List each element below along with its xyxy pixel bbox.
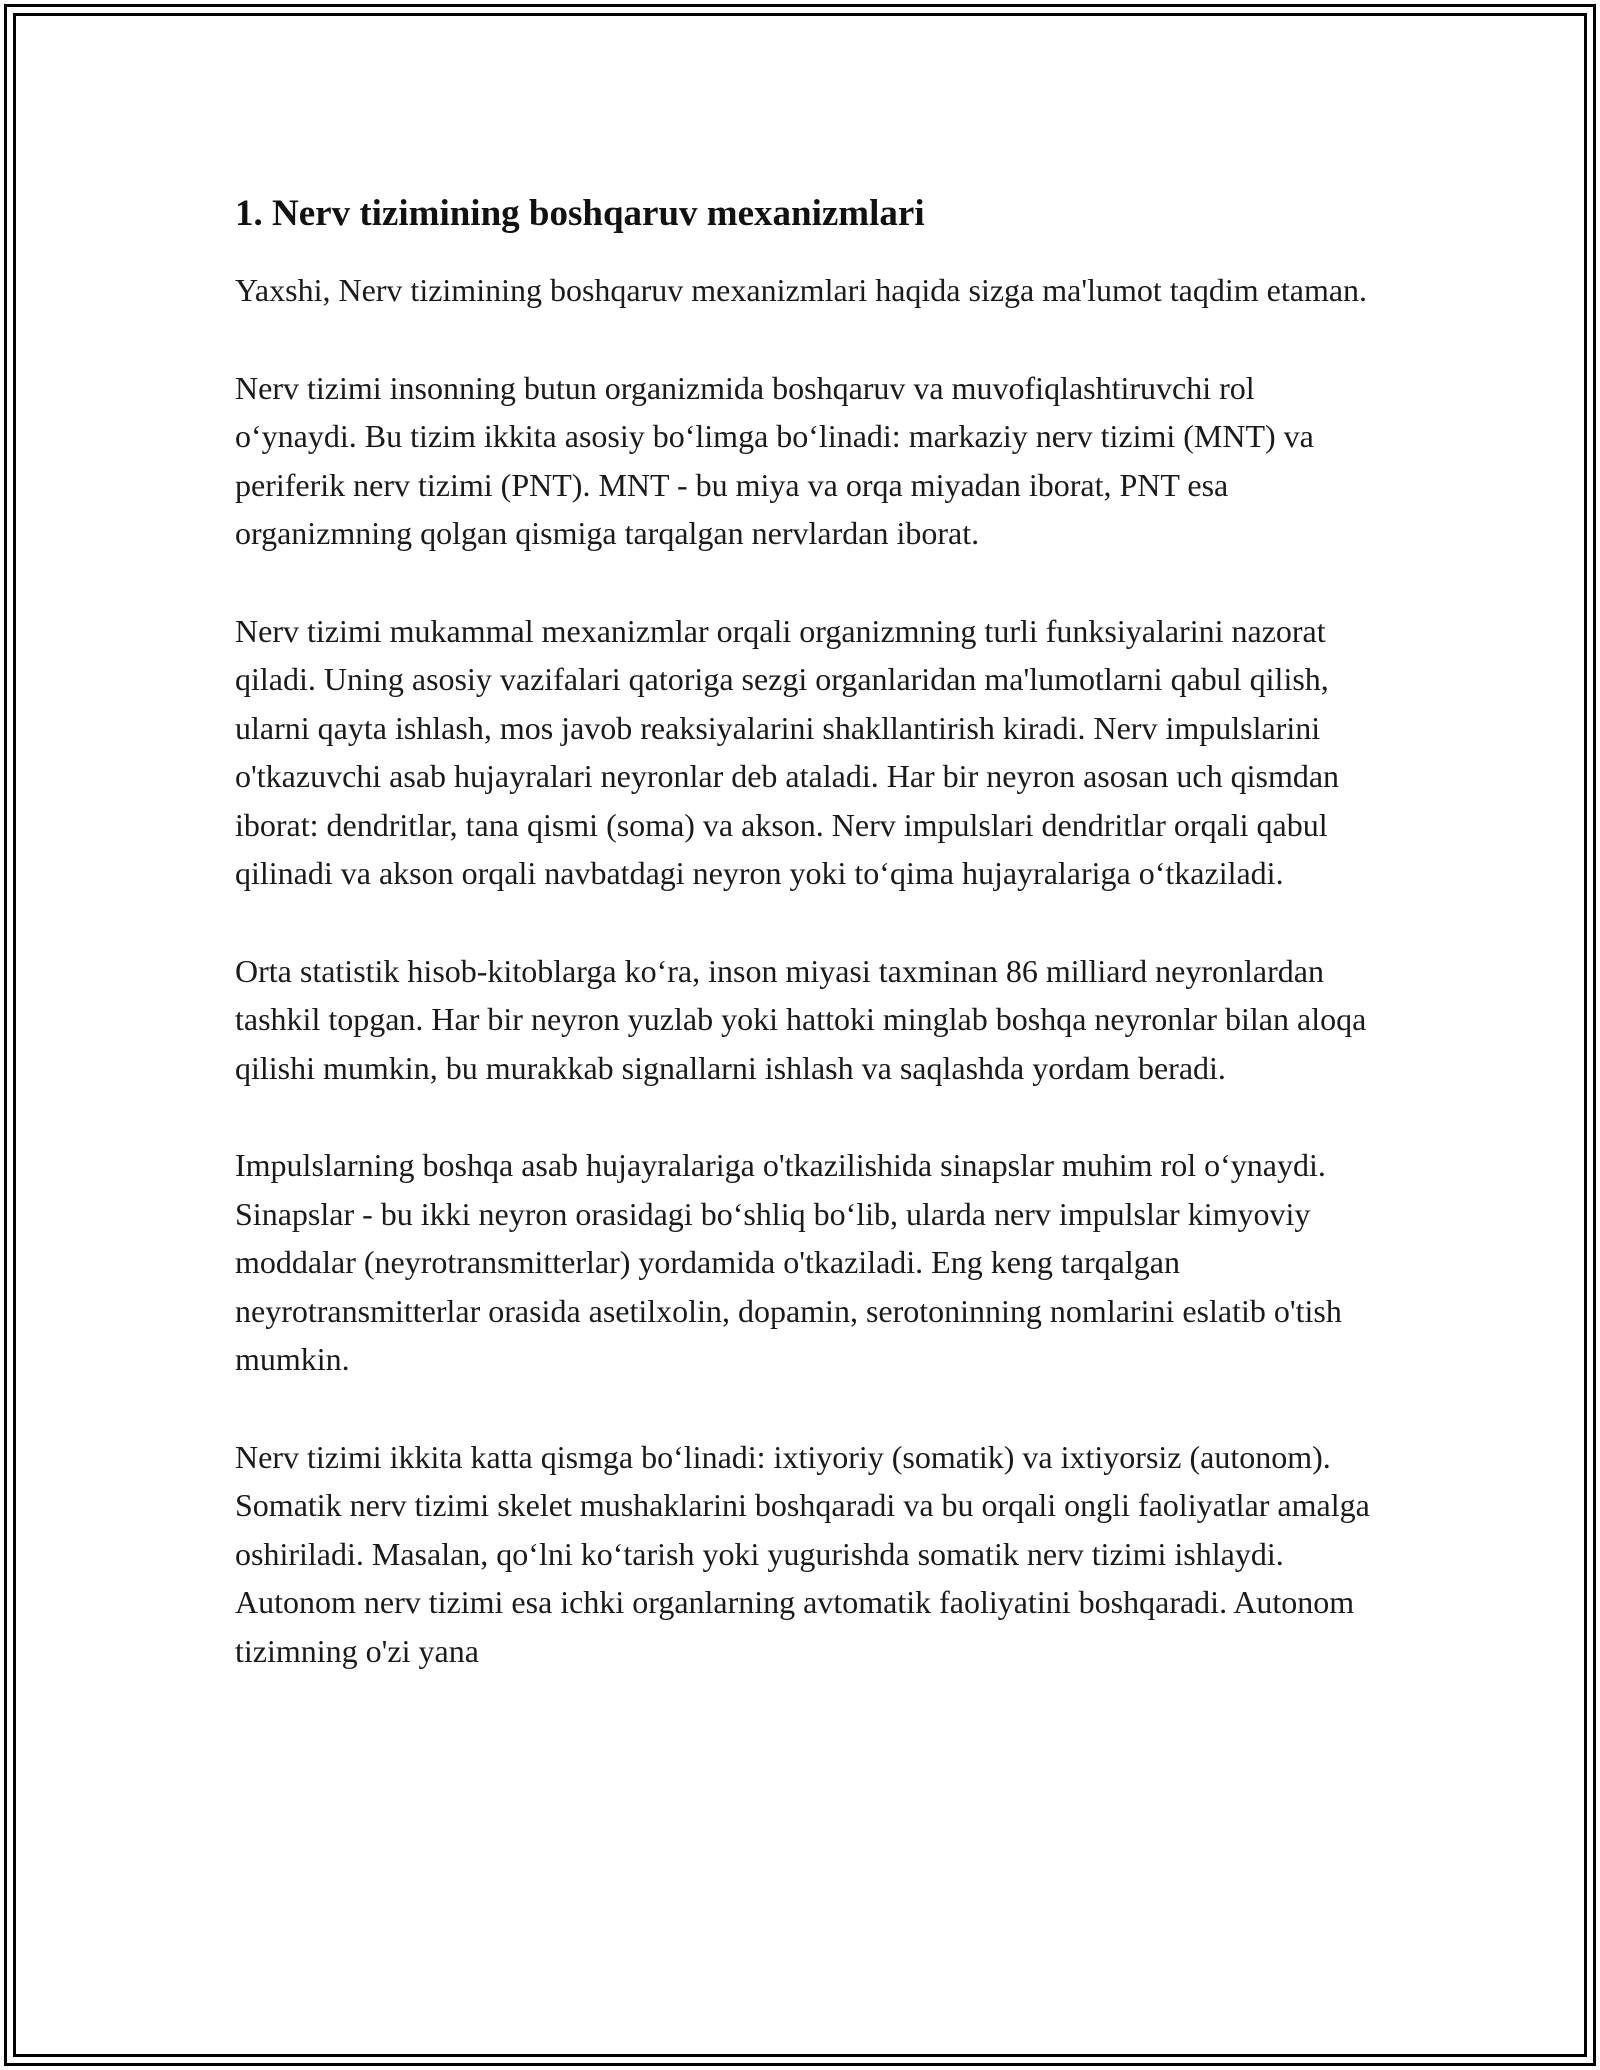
document-body: [235, 186, 1370, 1724]
paragraph-neuron-statistics: Orta statistik hisob-kitoblarga ko‘ra, inson miyasi taxminan 86 milliard neyronlardan tashkil topgan. Har bir neyron yuzlab yoki hattoki minglab boshqa neyronlar bilan aloqa qilishi mumkin, bu murakkab signallarni ishlash va saqlashda yordam beradi.: [235, 952, 1367, 1086]
section-heading: 1. Nerv tizimining boshqaruv mexanizmlari: [235, 193, 925, 234]
paragraph-synapses: Impulslarning boshqa asab hujayralariga o'tkazilishida sinapslar muhim rol o‘ynaydi. Sinapslar - bu ikki neyron orasidagi bo‘shliq bo‘lib, ularda nerv impulslar kimyoviy moddalar (neyrotransmitterlar) yordamida o'tkaziladi. Eng keng tarqalgan neyrotransmitterlar orasida asetilxolin, dopamin, serotoninning nomlarini eslatib o'tish mumkin.: [235, 1147, 1342, 1377]
paragraph-intro: Yaxshi, Nerv tizimining boshqaruv mexanizmlari haqida sizga ma'lumot taqdim etaman.: [235, 272, 1368, 308]
paragraph-neuron-functions: Nerv tizimi mukammal mexanizmlar orqali organizmning turli funksiyalarini nazorat qiladi. Uning asosiy vazifalari qatoriga sezgi organlaridan ma'lumotlarni qabul qilish, ularni qayta ishlash, mos javob reaksiyalarini shakllantirish kiradi. Nerv impulslarini o'tkazuvchi asab hujayralari neyronlar deb ataladi. Har bir neyron asosan uch qismdan iborat: dendritlar, tana qismi (soma) va akson. Nerv impulslari dendritlar orqali qabul qilinadi va akson orqali navbatdagi neyron yoki to‘qima hujayralariga o‘tkaziladi.: [235, 612, 1340, 891]
paragraph-somatic-autonomic: Nerv tizimi ikkita katta qismga bo‘linadi: ixtiyoriy (somatik) va ixtiyorsiz (autonom). Somatik nerv tizimi skelet mushaklarini boshqaradi va bu orqali ongli faoliyatlar amalga oshiriladi. Masalan, qo‘lni ko‘tarish yoki yugurishda somatik nerv tizimi ishlaydi. Autonom nerv tizimi esa ichki organlarning avtomatik faoliyatini boshqaradi. Autonom tizimning o'zi yana: [235, 1438, 1370, 1669]
paragraph-nervous-system-overview: Nerv tizimi insonning butun organizmida boshqaruv va muvofiqlashtiruvchi rol o‘ynaydi. Bu tizim ikkita asosiy bo‘limga bo‘linadi: markaziy nerv tizimi (MNT) va periferik nerv tizimi (PNT). MNT - bu miya va orqa miyadan iborat, PNT esa organizmning qolgan qismiga tarqalgan nervlardan iborat.: [235, 369, 1314, 551]
